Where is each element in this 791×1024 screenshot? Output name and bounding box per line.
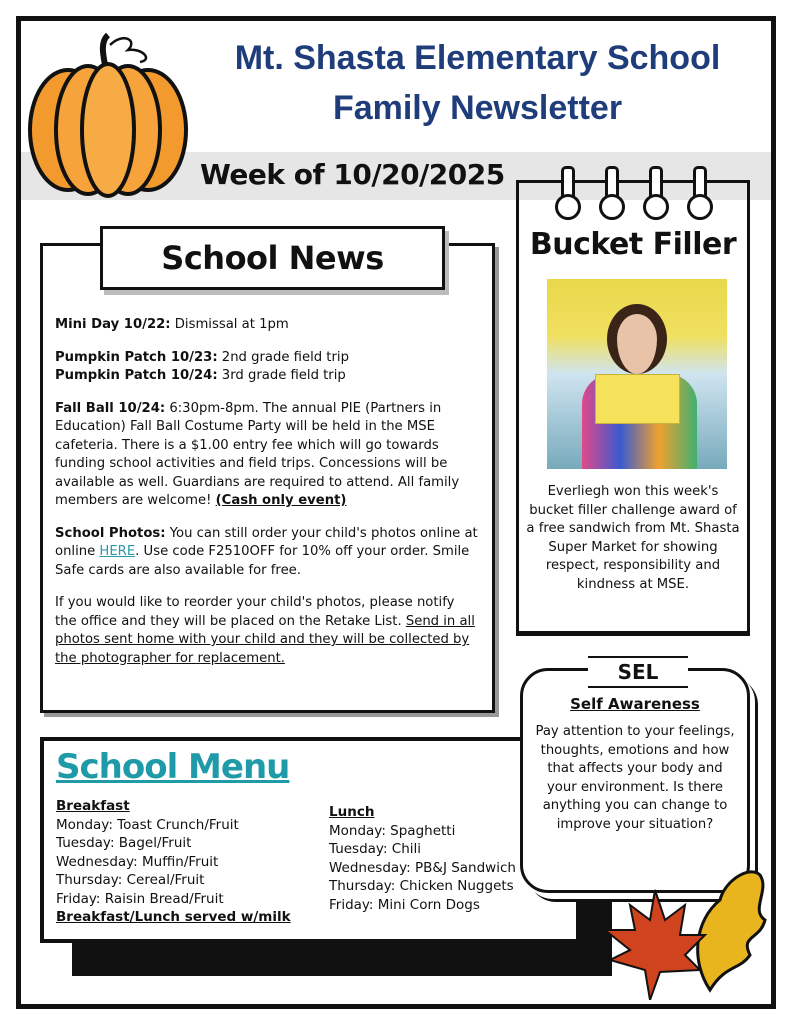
- item-text: 3rd grade field trip: [217, 368, 346, 383]
- item-label: Fall Ball 10/24:: [55, 400, 166, 416]
- ring-icon: [599, 166, 621, 216]
- menu-item: Thursday: Chicken Nuggets: [329, 878, 514, 894]
- fall-ball-item: [55, 400, 480, 511]
- menu-item: Wednesday: Muffin/Fruit: [56, 853, 219, 870]
- newsletter-title: Family Newsletter: [332, 89, 623, 127]
- menu-item: Wednesday: PB&J Sandwich: [329, 859, 516, 876]
- school-menu-heading: School Menu: [56, 747, 290, 787]
- sel-tag: SEL: [588, 656, 688, 688]
- pumpkin-icon: [28, 30, 188, 200]
- item-label: School Photos:: [55, 525, 166, 541]
- school-photos-item: [55, 525, 480, 581]
- item-text: 2nd grade field trip: [217, 349, 349, 365]
- menu-item: Monday: Spaghetti: [329, 822, 456, 839]
- menu-item: Tuesday: Chili: [329, 841, 422, 857]
- school-news-section: [40, 243, 495, 713]
- cash-only-note: (Cash only event): [215, 493, 347, 508]
- pumpkin-patch-items: [55, 349, 480, 386]
- breakfast-column: [56, 797, 291, 927]
- milk-note: Breakfast/Lunch served w/milk: [56, 909, 291, 925]
- bucket-filler-text: Everliegh won this week's bucket filler challenge award of a free sandwich from Mt. Shasta Super Market for showing respect, responsibility and kindness at MSE.: [526, 484, 740, 592]
- menu-item: Monday: Toast Crunch/Fruit: [56, 816, 239, 833]
- ring-icon: [643, 166, 665, 216]
- bucket-filler-heading: Bucket Filler: [529, 227, 737, 262]
- breakfast-title: Breakfast: [56, 798, 130, 814]
- item-text: 6:30pm-8pm. The annual PIE (Partners in Education) Fall Ball Costume Party will be held in the MSE cafeteria. There is a $1.00 entry fee which will go towards funding school activities and field trips. Concessions will be available as well. Guardians are required to attend. All family members are welcome!: [55, 400, 460, 508]
- mini-day-item: [55, 316, 480, 335]
- school-name-title: Mt. Shasta Elementary School: [234, 39, 721, 77]
- autumn-leaves-icon: [600, 860, 775, 1000]
- menu-item: Friday: Raisin Bread/Fruit: [56, 890, 224, 907]
- menu-item: Thursday: Cereal/Fruit: [56, 872, 205, 888]
- lunch-column: [329, 803, 516, 914]
- item-text: Dismissal at 1pm: [170, 317, 289, 332]
- school-menu-section: [40, 737, 580, 943]
- item-text: If you would like to reorder your child's photos, please notify the office and they will be placed on the Retake List.: [55, 595, 455, 629]
- sel-text: Pay attention to your feelings, thoughts, emotions and how that affects your body and your environment. Is there anything you can change to improve your situation?: [535, 724, 735, 832]
- item-text: You can still order your child's photos online at online: [55, 525, 478, 559]
- item-label: Pumpkin Patch 10/23:: [55, 349, 218, 365]
- ring-icon: [555, 166, 577, 216]
- item-label: Pumpkin Patch 10/24:: [55, 368, 218, 383]
- reorder-photos-item: [55, 594, 480, 668]
- lunch-title: Lunch: [329, 804, 375, 820]
- item-label: Mini Day 10/22:: [55, 317, 171, 332]
- bucket-filler-card: [516, 180, 750, 636]
- week-label: Week of 10/20/2025: [200, 158, 505, 191]
- menu-item: Tuesday: Bagel/Fruit: [56, 835, 192, 851]
- ring-icon: [687, 166, 709, 216]
- photos-order-link[interactable]: HERE: [99, 544, 136, 559]
- sel-heading: Self Awareness: [570, 695, 700, 713]
- student-photo: [547, 279, 727, 469]
- menu-item: Friday: Mini Corn Dogs: [329, 896, 480, 913]
- item-text: . Use code F2510OFF for 10% off your order. Smile Safe cards are also available for free.: [55, 544, 470, 578]
- item-text-underlined: Send in all photos sent home with your child and they will be collected by the photographer for replacement.: [55, 613, 475, 666]
- notebook-rings: [555, 166, 709, 216]
- school-news-heading: School News: [100, 226, 445, 290]
